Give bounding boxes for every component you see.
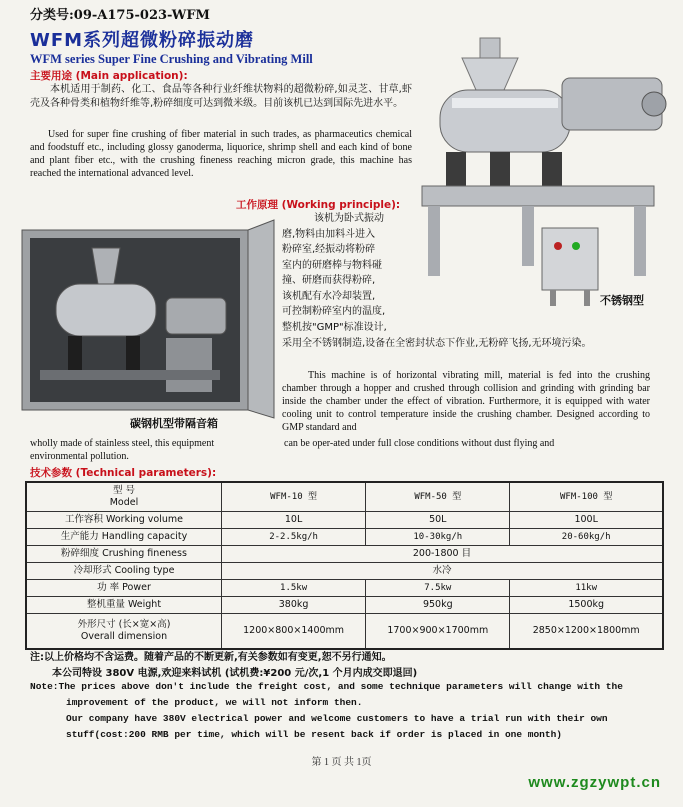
row-label: 工作容积 Working volume [26,512,222,529]
table-cell: 7.5kw [366,580,510,597]
dimension-label-en: Overall dimension [80,631,168,642]
note-cn-2: 本公司特设 380V 电源,欢迎来料试机 (试机费:¥200 元/次,1 个月内成交即退回) [52,668,418,679]
principle-text-cn-full: 采用全不锈钢制造,设备在全密封状态下作业,无粉碎飞扬,无环境污染。 [282,338,592,349]
table-row [26,482,663,512]
table-cell: 20-60kg/h [510,529,663,546]
table-cell: 50L [366,512,510,529]
principle-line: 撞、研磨而获得粉碎, [282,275,376,286]
dimension-label [26,614,222,650]
carbon-caption: 碳钢机型带隔音箱 [130,417,218,430]
principle-line: 整机按"GMP"标准设计, [282,321,387,333]
table-row [26,546,663,563]
table-cell: 1700×900×1700mm [366,614,510,650]
model-cell: WFM-50 型 [366,482,510,512]
application-text-cn: 本机适用于制药、化工、食品等各种行业纤维状物料的超微粉碎,如灵芝、甘草,虾壳及各种骨类和植物纤维等,粉碎细度可达到微米级。目前该机已达到国际先进水平。 [30,84,412,109]
note-cn-1: 注:以上价格均不含运费。随着产品的不断更新,有关参数如有变更,恕不另行通知。 [30,652,392,663]
catalog-code: 分类号:09-A175-023-WFM [30,8,210,23]
table-cell-merged: 水冷 [222,563,664,580]
note-en-line: improvement of the product, we will not inform then. [66,697,363,708]
stainless-machine-illustration [412,28,670,310]
model-label-en: Model [109,497,139,508]
model-cell: WFM-100 型 [510,482,663,512]
application-text-en: Used for super fine crushing of fiber material in such trades, as pharmaceutics chemical and foodstuff etc., including glossy ganoderma, liquorice, shrimp shell and each kind of bone and plant fiber etc., with the crushing fineness reaching micron grade, this machine has reached the international advanced level. [30,129,412,179]
table-row [26,597,663,614]
model-label-cn: 型 号 [112,485,136,496]
note-en-line: stuff(cost:200 RMB per time, which will be resent back if order is placed in one month) [66,729,562,740]
row-label: 冷却形式 Cooling type [26,563,222,580]
page-number: 第 1 页 共 1页 [311,757,372,768]
table-cell: 2850×1200×1800mm [510,614,663,650]
model-header [26,482,222,512]
application-heading: 主要用途 (Main application): [30,70,188,82]
principle-line: 该机配有水冷却装置, [282,290,376,302]
note-en-line: Note:The prices above don't include the freight cost, and some technique parameters will change with the [30,681,623,692]
page-title-cn: WFM系列超微粉碎振动磨 [30,30,255,51]
tech-heading: 技术参数 (Technical parameters): [30,467,217,479]
table-cell: 1.5kw [222,580,366,597]
principle-text-en-left: wholly made of stainless steel, this equipment [30,438,215,449]
table-row [26,580,663,597]
principle-line: 磨,物料由加料斗进入 [282,228,376,240]
spec-table [25,481,664,650]
table-cell: 1500kg [510,597,663,614]
stainless-caption: 不锈钢型 [600,294,644,307]
table-cell: 950kg [366,597,510,614]
principle-line: 室内的研磨棒与物料碰 [282,259,382,271]
carbon-machine-photo [16,218,278,430]
row-label: 功 率 Power [26,580,222,597]
carbon-machine-illustration [16,218,278,430]
principle-text-en-right2: can be oper-ated under full close conditions without dust flying and [284,438,555,449]
table-row [26,563,663,580]
page-title-en: WFM series Super Fine Crushing and Vibrating Mill [30,52,313,66]
row-label: 生产能力 Handling capacity [26,529,222,546]
principle-text-en-last: environmental pollution. [30,451,129,462]
stainless-machine-photo [412,28,670,310]
table-cell: 2-2.5kg/h [222,529,366,546]
principle-heading: 工作原理 (Working principle): [236,199,401,211]
dimension-label-cn: 外形尺寸 (长×宽×高) [77,619,171,630]
watermark: www.zgzywpt.cn [528,774,661,791]
table-row [26,614,663,650]
row-label: 粉碎细度 Crushing fineness [26,546,222,563]
model-cell: WFM-10 型 [222,482,366,512]
table-cell: 10L [222,512,366,529]
table-cell: 100L [510,512,663,529]
table-cell: 380kg [222,597,366,614]
principle-line: 该机为卧式振动 [314,213,384,224]
table-row [26,512,663,529]
principle-line: 可控制粉碎室内的温度, [282,306,386,317]
note-en-line: Our company have 380V electrical power and welcome customers to have a trial run with their own [66,713,608,724]
table-cell: 1200×800×1400mm [222,614,366,650]
principle-text-en: This machine is of horizontal vibrating mill, material is fed into the crushing chamber through a hopper and crushed through collision and grinding with grinding bar inside the chamber under the effect of vibration. Furthermore, it is equipped with water cooling unit to control temperature inside the crushing chamber. Designed according to GMP standard and [282,370,650,433]
principle-text-cn-block [282,211,410,335]
table-row [26,529,663,546]
note-en-block [30,679,670,743]
table-cell-merged: 200-1800 目 [222,546,664,563]
row-label: 整机重量 Weight [26,597,222,614]
principle-line: 粉碎室,经振动将粉碎 [282,244,376,255]
table-cell: 10-30kg/h [366,529,510,546]
table-cell: 11kw [510,580,663,597]
